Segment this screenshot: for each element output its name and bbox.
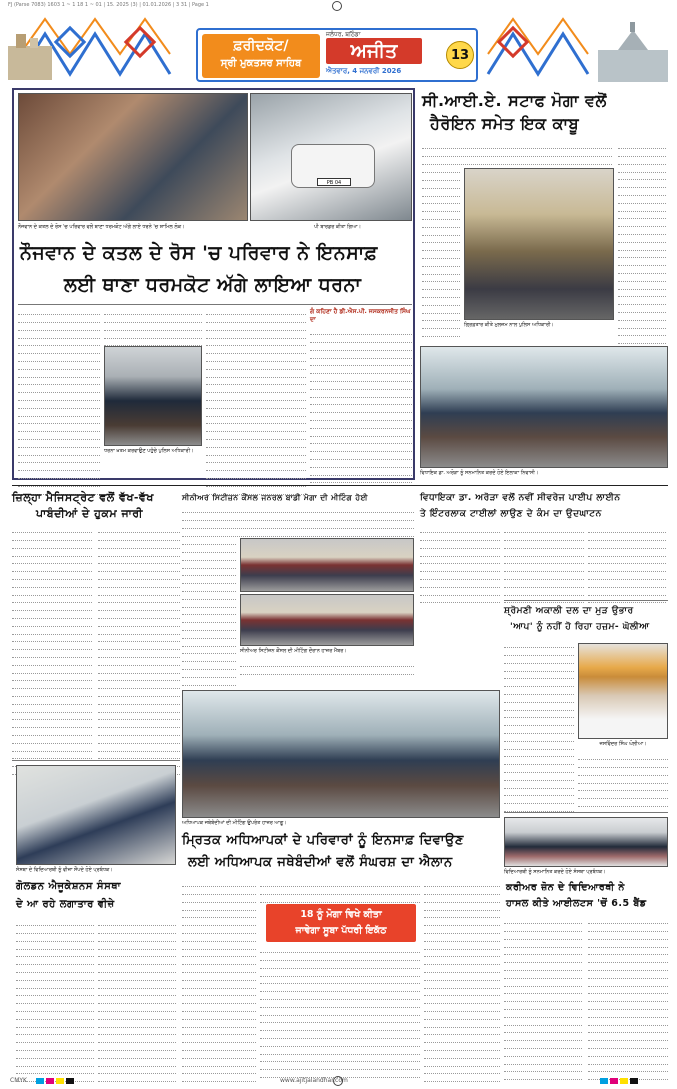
mla-headline-line2: ਤੇ ਇੰਟਰਲਾਕ ਟਾਈਲਾਂ ਲਾਉਣ ਦੇ ਕੰਮ ਦਾ ਉਦਘਾਟਨ bbox=[420, 509, 602, 519]
senior-body-bottom bbox=[240, 660, 414, 680]
mla-body-col2 bbox=[504, 526, 584, 598]
page-number: 13 bbox=[446, 41, 474, 69]
lead-photo-caption: ਨੌਜਵਾਨ ਦੇ ਕਤਲ ਦੇ ਰੋਸ 'ਚ ਪਰਿਵਾਰ ਵਲੋਂ ਥਾਣਾ ਧਰਮਕੋਟ ਅੱਗੇ ਲਾਏ ਧਰਨੇ 'ਚ ਸ਼ਾਮਿਲ ਲੋਕ। bbox=[18, 224, 185, 230]
magistrate-body-col2 bbox=[98, 526, 180, 752]
golden-photo bbox=[16, 765, 176, 865]
ghollia-caption: ਜਸਵਿੰਦਰ ਸਿੰਘ ਘੋਲੀਆ। bbox=[599, 741, 647, 747]
registration-mark-bottom-icon bbox=[333, 1076, 343, 1086]
teachers-body-mid bbox=[260, 946, 420, 1068]
cia-photo bbox=[464, 168, 614, 320]
senior-photo-2 bbox=[240, 594, 414, 646]
right-decoration-icon bbox=[478, 14, 677, 90]
cia-body-right bbox=[618, 142, 666, 332]
magenta-swatch-right bbox=[610, 1078, 618, 1084]
magistrate-headline-line2: ਪਾਬੰਦੀਆਂ ਦੇ ਹੁਕਮ ਜਾਰੀ bbox=[36, 507, 143, 520]
mla-photo-caption: ਵਿਧਾਇਕ ਡਾ. ਅਰੋੜਾ ਨੂੰ ਸਨਮਾਨਿਤ ਕਰਦੇ ਹੋਏ ਇਲਾਕਾ ਨਿਵਾਸੀ। bbox=[420, 470, 539, 476]
car-photo bbox=[250, 93, 412, 221]
lead-photo-caption2: ਪੀ ਬਾਰਡਰ ਕੀਤਾ ਗਿਆ। bbox=[314, 224, 361, 230]
masthead bbox=[0, 14, 677, 90]
lead-headline-line2: ਲਈ ਥਾਣਾ ਧਰਮਕੋਟ ਅੱਗੇ ਲਾਇਆ ਧਰਨਾ bbox=[64, 274, 362, 296]
story-career bbox=[504, 812, 668, 1070]
story-senior-citizens bbox=[182, 488, 414, 688]
slug-bar bbox=[0, 0, 677, 12]
career-body-col1 bbox=[504, 917, 582, 1067]
cia-headline-line1: ਸੀ.ਆਈ.ਏ. ਸਟਾਫ ਮੋਗਾ ਵਲੋਂ bbox=[422, 91, 607, 110]
teachers-photo bbox=[182, 690, 500, 818]
lead-body-col1 bbox=[18, 308, 100, 478]
golden-headline-line1: ਗੋਲਡਨ ਐਜੂਕੇਸ਼ਨਸ ਸੰਸਥਾ bbox=[16, 881, 121, 892]
cia-body-left bbox=[422, 166, 460, 326]
magistrate-headline-line1: ਜ਼ਿਲ੍ਹਾ ਮੈਜਿਸਟ੍ਰੇਟ ਵਲੋਂ ਵੱਖ-ਵੱਖ bbox=[12, 491, 154, 504]
story-cia bbox=[418, 88, 668, 343]
callout-line2: ਜਾਵੇਗਾ ਸੂਬਾ ਪੱਧਰੀ ਇਕੱਠ bbox=[295, 925, 387, 936]
teachers-body-top bbox=[260, 880, 420, 902]
lead-kicker: ਗੰ ਕਹਿਣਾ ਹੈ ਡੀ.ਐਸ.ਪੀ. ਜਸਕਰਨਜੀਤ ਸਿੰਘ ਦਾ bbox=[310, 308, 411, 323]
senior-headline: ਸੀਨੀਅਰ ਸਿਟੀਜ਼ਨ ਕੌਂਸਲ ਜਨਰਲ ਬਾਡੀ ਮੋਗਾ ਦੀ ਮੀਟਿੰਗ ਹੋਈ bbox=[182, 493, 368, 502]
story-lead bbox=[12, 88, 415, 480]
teachers-photo-caption: ਅਧਿਆਪਕ ਜਥੇਬੰਦੀਆਂ ਦੀ ਮੀਟਿੰਗ ਉਪਰੰਤ ਹਾਜ਼ਰ ਆਗੂ। bbox=[182, 820, 287, 826]
yellow-swatch-right bbox=[620, 1078, 628, 1084]
story-golden bbox=[12, 760, 180, 1070]
senior-photo-1 bbox=[240, 538, 414, 592]
paper-small-label: ਜਲੰਧਰ, ਬਠਿੰਡਾ bbox=[326, 31, 361, 38]
number-plate: PB 04 bbox=[317, 178, 351, 186]
cyan-swatch-right bbox=[600, 1078, 608, 1084]
akali-body-col2 bbox=[578, 753, 668, 805]
golden-body-col1 bbox=[16, 919, 94, 1069]
senior-body-top bbox=[182, 506, 414, 538]
senior-body-left bbox=[182, 538, 236, 678]
edition-line2: ਸ੍ਰੀ ਮੁਕਤਸਰ ਸਾਹਿਬ bbox=[220, 58, 302, 69]
officers-photo bbox=[104, 346, 202, 446]
slug-text: FJ (Parse 7083) 1603 1 ~ 1 18 1 ~ 01 | 15. 2025 (3) | 01.01.2026 | 3 31 | Page 1 bbox=[8, 2, 209, 8]
akali-headline-line1: ਸ਼੍ਰੋਮਣੀ ਅਕਾਲੀ ਦਲ ਦਾ ਮੁੜ ਉਭਾਰ bbox=[504, 606, 634, 616]
callout-line1: 18 ਨੂੰ ਮੋਗਾ ਵਿਖੇ ਕੀਤਾ bbox=[300, 909, 382, 920]
magistrate-body-col1 bbox=[12, 526, 92, 752]
story-magistrate bbox=[12, 488, 180, 756]
golden-body-col2 bbox=[98, 919, 176, 1069]
story-akali bbox=[504, 600, 668, 808]
career-photo bbox=[504, 817, 668, 867]
lead-headline-line1: ਨੌਜਵਾਨ ਦੇ ਕਤਲ ਦੇ ਰੋਸ 'ਚ ਪਰਿਵਾਰ ਨੇ ਇਨਸਾਫ਼ bbox=[20, 242, 378, 264]
akali-body-col1 bbox=[504, 641, 574, 805]
left-decoration-icon bbox=[0, 14, 200, 90]
footer-website: www.ajitjalandhar.com bbox=[280, 1077, 348, 1084]
mla-body-col3 bbox=[588, 526, 666, 598]
footer-bar bbox=[0, 1074, 677, 1089]
edition-block bbox=[202, 34, 320, 78]
lead-body-col4 bbox=[310, 308, 412, 478]
section-rule bbox=[12, 485, 668, 486]
akali-headline-line2: 'ਆਪ' ਨੂੰ ਨਹੀਂ ਹੋ ਰਿਹਾ ਹਜ਼ਮ- ਘੋਲੀਆ bbox=[510, 622, 650, 632]
career-photo-caption: ਵਿਦਿਆਰਥੀ ਨੂੰ ਸਨਮਾਨਿਤ ਕਰਦੇ ਹੋਏ ਸੰਸਥਾ ਪ੍ਰਬੰਧਕ। bbox=[504, 869, 606, 875]
cia-headline-line2: ਹੈਰੋਇਨ ਸਮੇਤ ਇਕ ਕਾਬੂ bbox=[430, 114, 580, 133]
golden-headline-line2: ਦੇ ਆ ਰਹੇ ਲਗਾਤਾਰ ਵੀਜ਼ੇ bbox=[16, 899, 115, 910]
story-teachers bbox=[182, 830, 500, 1070]
protest-photo bbox=[18, 93, 248, 221]
teachers-callout bbox=[266, 904, 416, 942]
black-swatch bbox=[66, 1078, 74, 1084]
cia-body-top bbox=[422, 142, 612, 168]
ghollia-photo bbox=[578, 643, 668, 739]
registration-mark-icon bbox=[332, 1, 342, 11]
lead-body-col2-top bbox=[104, 308, 202, 344]
divider bbox=[18, 304, 412, 305]
cyan-swatch bbox=[36, 1078, 44, 1084]
mla-headline-line1: ਵਿਧਾਇਕਾ ਡਾ. ਅਰੋੜਾ ਵਲੋਂ ਨਵੀਂ ਸੀਵਰੇਜ ਪਾਈਪ ਲਾਈਨ bbox=[420, 493, 621, 503]
masthead-center bbox=[196, 28, 478, 82]
lead-body-col3 bbox=[206, 308, 306, 478]
teachers-body-col3 bbox=[424, 880, 500, 1068]
officers-photo-caption: ਧਰਨਾ ਖ਼ਤਮ ਕਰਵਾਉਣ ਪਹੁੰਚੇ ਪੁਲਿਸ ਅਧਿਕਾਰੀ। bbox=[104, 448, 194, 454]
footer-cmyk: CMYK bbox=[10, 1077, 27, 1084]
edition-date: ਐਤਵਾਰ, 4 ਜਨਵਰੀ 2026 bbox=[326, 67, 402, 75]
mla-photo bbox=[420, 346, 668, 468]
black-swatch-right bbox=[630, 1078, 638, 1084]
teachers-body-col1 bbox=[182, 880, 256, 1068]
story-mla bbox=[418, 488, 668, 600]
career-body-col2 bbox=[588, 917, 668, 1067]
teachers-headline-line1: ਮ੍ਰਿਤਕ ਅਧਿਆਪਕਾਂ ਦੇ ਪਰਿਵਾਰਾਂ ਨੂੰ ਇਨਸਾਫ਼ ਦਿਵਾਉਣ bbox=[182, 833, 464, 848]
paper-name-logo: ਅਜੀਤ bbox=[326, 38, 422, 64]
yellow-swatch bbox=[56, 1078, 64, 1084]
cia-photo-caption: ਗ੍ਰਿਫ਼ਤਾਰ ਕੀਤੇ ਮੁਲਜ਼ਮ ਨਾਲ ਪੁਲਿਸ ਅਧਿਕਾਰੀ। bbox=[464, 322, 554, 328]
mla-body-col1 bbox=[420, 526, 500, 598]
senior-photo-caption: ਸੀਨੀਅਰ ਸਿਟੀਜ਼ਨ ਕੌਂਸਲ ਦੀ ਮੀਟਿੰਗ ਦੌਰਾਨ ਹਾਜ਼ਰ ਮੈਂਬਰ। bbox=[240, 648, 347, 654]
golden-photo-caption: ਸੰਸਥਾ ਦੇ ਵਿਦਿਆਰਥੀ ਨੂੰ ਵੀਜ਼ਾ ਸੌਂਪਦੇ ਹੋਏ ਪ੍ਰਬੰਧਕ। bbox=[16, 867, 113, 873]
edition-line1: ਫ਼ਰੀਦਕੋਟ/ bbox=[233, 38, 289, 54]
magenta-swatch bbox=[46, 1078, 54, 1084]
career-headline-line1: ਕਰੀਅਰ ਜ਼ੋਨ ਦੇ ਵਿਦਿਆਰਥੀ ਨੇ bbox=[506, 882, 625, 893]
career-headline-line2: ਹਾਸਲ ਕੀਤੇ ਆਈਲਟਸ 'ਚੋਂ 6.5 ਬੈਂਡ bbox=[506, 898, 647, 909]
teachers-headline-line2: ਲਈ ਅਧਿਆਪਕ ਜਥੇਬੰਦੀਆਂ ਵਲੋਂ ਸੰਘਰਸ਼ ਦਾ ਐਲਾਨ bbox=[188, 855, 453, 870]
